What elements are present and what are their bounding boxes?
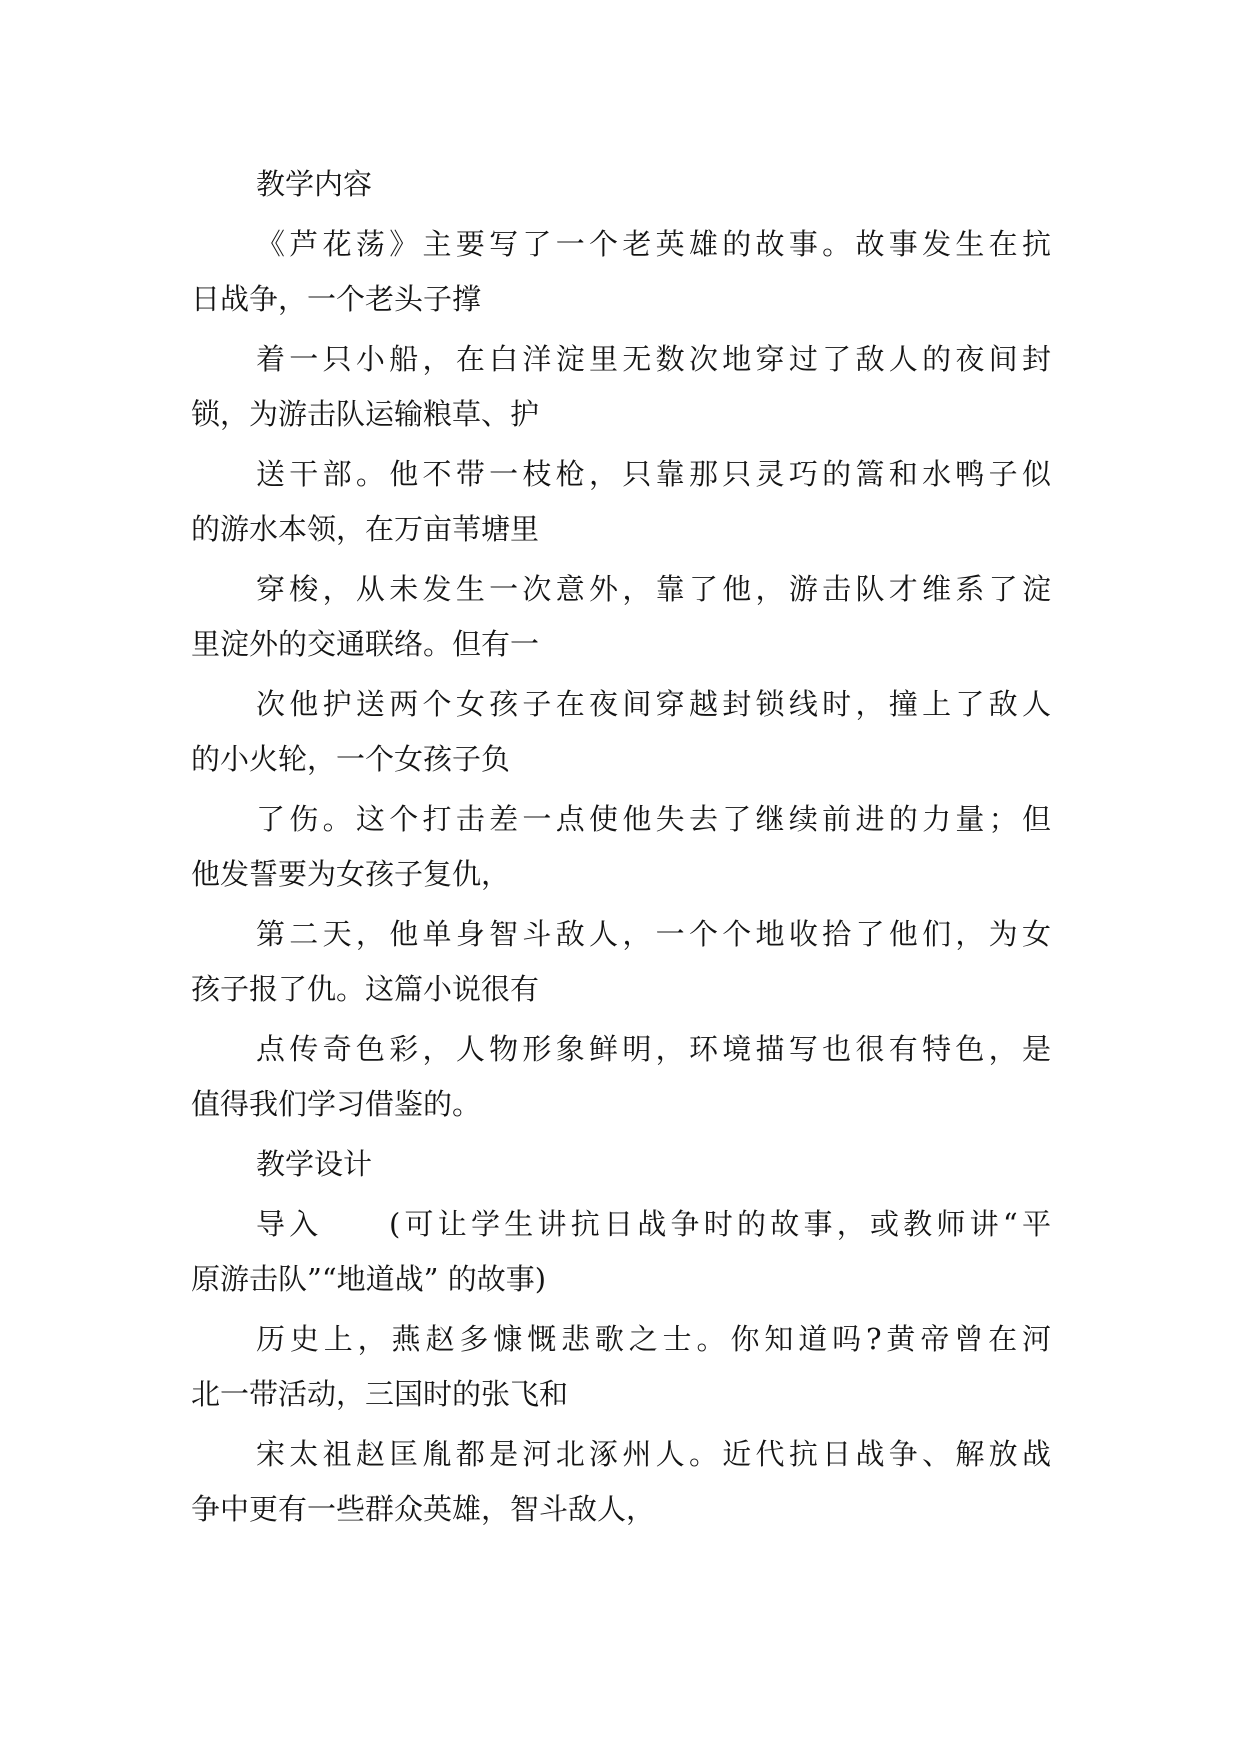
text-line: 的小火轮，一个女孩子负 <box>191 742 511 776</box>
section-heading-teaching-design <box>191 1137 1051 1192</box>
text-line: 着一只小船，在白洋淀里无数次地穿过了敌人的夜间封 <box>256 342 1051 376</box>
text-line: 原游击队”“地道战” 的故事) <box>191 1262 547 1296</box>
text-line: 教学设计 <box>256 1147 373 1181</box>
text-line: 第二天，他单身智斗敌人，一个个地收拾了他们，为女 <box>256 917 1051 951</box>
paragraph <box>191 1427 1051 1537</box>
text-line: 争中更有一些群众英雄，智斗敌人， <box>191 1492 656 1526</box>
text-line: 日战争，一个老头子撑 <box>191 282 482 316</box>
text-line: 送干部。他不带一枝枪，只靠那只灵巧的篙和水鸭子似 <box>256 457 1051 491</box>
document-body <box>191 157 1051 1537</box>
paragraph <box>191 447 1051 557</box>
text-line: 里淀外的交通联络。但有一 <box>191 627 540 661</box>
paragraph-introduction <box>191 1197 1051 1307</box>
paragraph <box>191 217 1051 327</box>
text-line: 了伤。这个打击差一点使他失去了继续前进的力量；但 <box>256 802 1051 836</box>
text-line: 穿梭，从未发生一次意外，靠了他，游击队才维系了淀 <box>256 572 1051 606</box>
text-line: 次他护送两个女孩子在夜间穿越封锁线时，撞上了敌人 <box>256 687 1051 721</box>
paragraph <box>191 562 1051 672</box>
text-line: 值得我们学习借鉴的。 <box>191 1087 482 1121</box>
paragraph <box>191 1022 1051 1132</box>
text-line: 的游水本领，在万亩苇塘里 <box>191 512 540 546</box>
paragraph <box>191 677 1051 787</box>
text-line: 教学内容 <box>256 167 373 201</box>
text-line: 导入 (可让学生讲抗日战争时的故事，或教师讲“平 <box>256 1207 1051 1241</box>
text-line: 点传奇色彩，人物形象鲜明，环境描写也很有特色，是 <box>256 1032 1051 1066</box>
paragraph <box>191 332 1051 442</box>
text-line: 北一带活动，三国时的张飞和 <box>191 1377 569 1411</box>
paragraph <box>191 907 1051 1017</box>
text-line: 孩子报了仇。这篇小说很有 <box>191 972 540 1006</box>
section-heading-teaching-content <box>191 157 1051 212</box>
text-line: 《芦花荡》主要写了一个老英雄的故事。故事发生在抗 <box>256 227 1051 261</box>
text-line: 宋太祖赵匡胤都是河北涿州人。近代抗日战争、解放战 <box>256 1437 1051 1471</box>
text-line: 锁，为游击队运输粮草、护 <box>191 397 540 431</box>
text-line: 历史上，燕赵多慷慨悲歌之士。你知道吗?黄帝曾在河 <box>256 1322 1051 1356</box>
text-line: 他发誓要为女孩子复仇， <box>191 857 511 891</box>
paragraph <box>191 1312 1051 1422</box>
paragraph <box>191 792 1051 902</box>
